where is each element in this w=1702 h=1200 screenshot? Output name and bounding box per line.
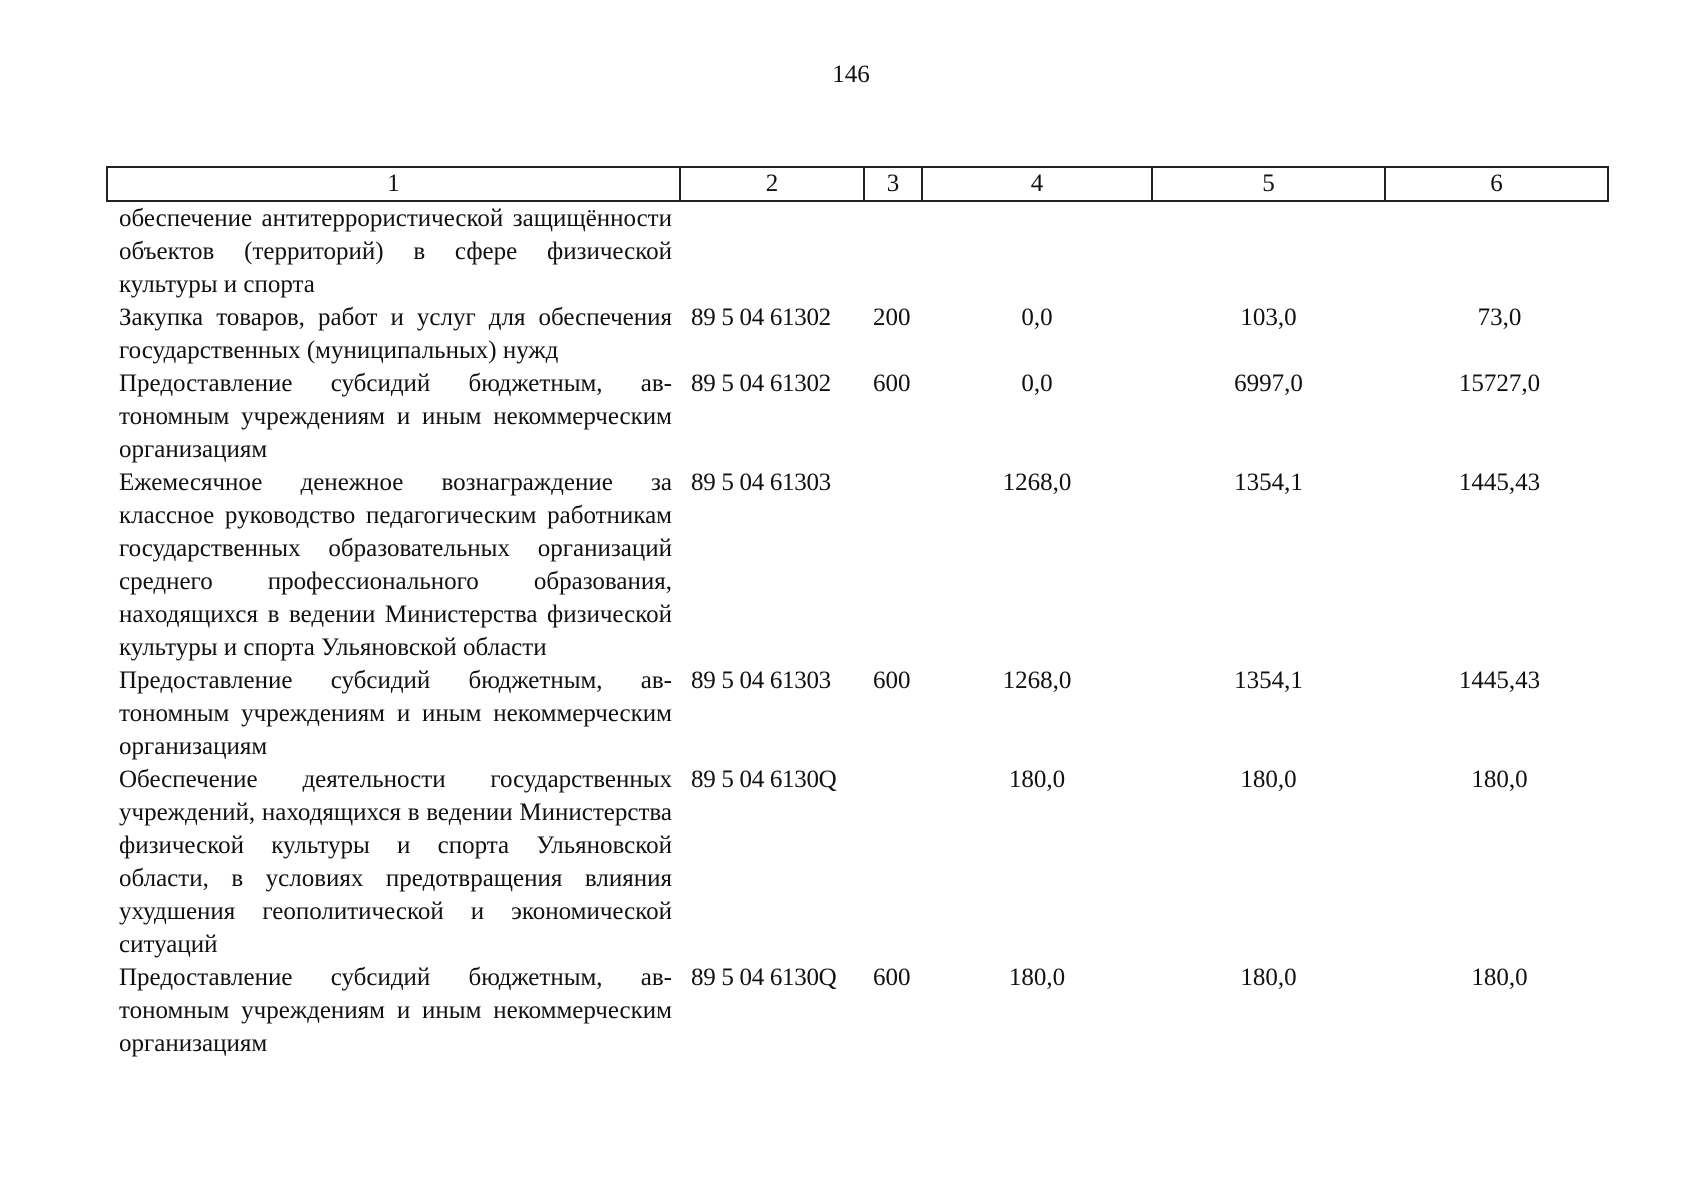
column-header-3: 3 bbox=[864, 167, 922, 201]
row-value-col6: 73,0 bbox=[1477, 304, 1522, 331]
column-header-4: 4 bbox=[922, 167, 1152, 201]
row-value-col4 bbox=[922, 201, 1152, 301]
table-row bbox=[107, 664, 1608, 763]
table-row bbox=[107, 466, 1608, 664]
row-description: Закупка товаров, работ и услуг для обеспечения государственных (муниципальных) нужд bbox=[119, 304, 672, 364]
column-header-2: 2 bbox=[680, 167, 864, 201]
page-number: 146 bbox=[832, 61, 870, 88]
row-value-col4: 0,0 bbox=[1021, 304, 1053, 331]
row-description: Предоставление субсидий бюджетным, автономным учреждениям и иным некоммерческим организациям bbox=[119, 964, 672, 1057]
column-header-1: 1 bbox=[107, 167, 680, 201]
row-description: Предоставление субсидий бюджетным, автономным учреждениям и иным некоммерческим организациям bbox=[119, 370, 672, 463]
row-value-col5 bbox=[1152, 201, 1385, 301]
row-value-col6: 1445,43 bbox=[1458, 667, 1541, 694]
row-target-code: 89 5 04 61303 bbox=[691, 469, 831, 496]
column-header-6: 6 bbox=[1385, 167, 1608, 201]
row-target-code: 89 5 04 61303 bbox=[691, 667, 831, 694]
header-row bbox=[107, 167, 1608, 201]
row-value-col4: 180,0 bbox=[1008, 766, 1066, 793]
row-value-col4: 0,0 bbox=[1021, 370, 1053, 397]
row-value-col5: 1354,1 bbox=[1234, 667, 1303, 694]
row-value-col5: 180,0 bbox=[1240, 964, 1297, 991]
table-row bbox=[107, 961, 1608, 1060]
row-value-col5: 6997,0 bbox=[1234, 370, 1303, 397]
row-target-code: 89 5 04 6130Q bbox=[691, 766, 837, 793]
column-header-5: 5 bbox=[1152, 167, 1385, 201]
row-value-col4: 1268,0 bbox=[1002, 667, 1072, 694]
row-value-col6: 180,0 bbox=[1471, 766, 1528, 793]
row-target-code bbox=[680, 201, 864, 301]
row-target-code: 89 5 04 61302 bbox=[691, 370, 831, 397]
row-value-col6 bbox=[1385, 201, 1608, 301]
row-value-col6: 15727,0 bbox=[1458, 370, 1541, 397]
row-target-code: 89 5 04 6130Q bbox=[691, 964, 837, 991]
budget-table bbox=[106, 166, 1609, 1060]
table-row bbox=[107, 301, 1608, 367]
row-description: Ежемесячное денежное вознаграждение за классное руководство педагогическим работникам государственных образовательных организаций среднего профессионального образования, находящихся в ведении Министерства физической культуры и спорта Ульяновской области bbox=[119, 469, 672, 661]
table-row bbox=[107, 763, 1608, 961]
row-description: Обеспечение деятельности государственных учреждений, находящихся в ведении Министерства физической культуры и спорта Ульяновской области, в условиях предотвращения влияния ухудшения геополитической и экономической ситуаций bbox=[119, 766, 672, 958]
row-value-col5: 1354,1 bbox=[1234, 469, 1303, 496]
row-value-col5: 103,0 bbox=[1240, 304, 1297, 331]
row-expense-type bbox=[864, 466, 922, 664]
row-expense-type: 600 bbox=[873, 370, 911, 397]
row-value-col4: 180,0 bbox=[1008, 964, 1066, 991]
row-value-col4: 1268,0 bbox=[1002, 469, 1072, 496]
row-expense-type bbox=[864, 201, 922, 301]
row-expense-type: 600 bbox=[873, 667, 911, 694]
row-expense-type: 600 bbox=[873, 964, 911, 991]
row-value-col6: 180,0 bbox=[1471, 964, 1528, 991]
table-row bbox=[107, 367, 1608, 466]
row-expense-type: 200 bbox=[873, 304, 911, 331]
row-description: Предоставление субсидий бюджетным, автономным учреждениям и иным некоммерческим организациям bbox=[119, 667, 672, 760]
row-expense-type bbox=[864, 763, 922, 961]
table-row bbox=[107, 201, 1608, 301]
row-value-col6: 1445,43 bbox=[1458, 469, 1541, 496]
row-description: обеспечение антитеррористической защищённости объектов (территорий) в сфере физической культуры и спорта bbox=[119, 205, 672, 298]
row-target-code: 89 5 04 61302 bbox=[691, 304, 831, 331]
row-value-col5: 180,0 bbox=[1240, 766, 1297, 793]
